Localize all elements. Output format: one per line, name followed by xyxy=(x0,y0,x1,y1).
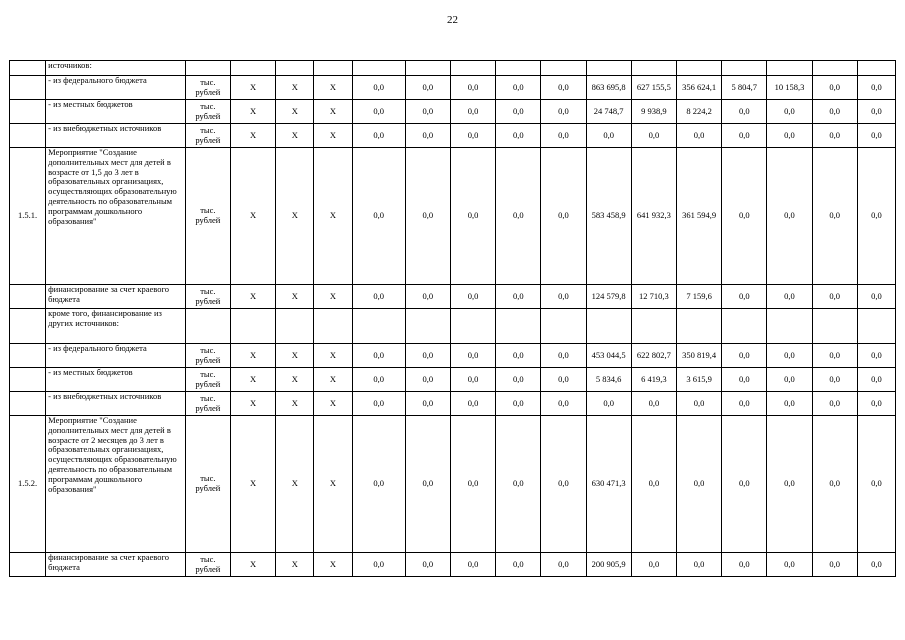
value-cell: 0,0 xyxy=(767,285,812,309)
value-cell: 0,0 xyxy=(541,76,586,100)
value-cell: X xyxy=(314,344,352,368)
value-cell: 863 695,8 xyxy=(586,76,631,100)
value-cell: X xyxy=(230,124,275,148)
value-cell: 0,0 xyxy=(352,100,405,124)
value-cell xyxy=(276,61,314,76)
table-row xyxy=(10,100,896,124)
value-cell: X xyxy=(314,553,352,577)
value-cell: 0,0 xyxy=(352,76,405,100)
description-cell: - из федерального бюджета xyxy=(46,344,186,368)
value-cell: 3 615,9 xyxy=(676,368,721,392)
value-cell xyxy=(767,61,812,76)
value-cell: 9 938,9 xyxy=(631,100,676,124)
row-number-cell: 1.5.2. xyxy=(10,416,46,553)
unit-cell: тыс. рублей xyxy=(185,553,230,577)
description-cell: - из внебюджетных источников xyxy=(46,124,186,148)
row-number-cell xyxy=(10,368,46,392)
value-cell: 350 819,4 xyxy=(676,344,721,368)
value-cell: 0,0 xyxy=(405,416,450,553)
budget-table xyxy=(9,60,896,577)
value-cell xyxy=(230,61,275,76)
value-cell: 0,0 xyxy=(450,553,495,577)
value-cell: 0,0 xyxy=(496,148,541,285)
value-cell: X xyxy=(276,148,314,285)
value-cell: 200 905,9 xyxy=(586,553,631,577)
value-cell: 0,0 xyxy=(767,553,812,577)
value-cell: X xyxy=(314,285,352,309)
value-cell xyxy=(676,309,721,344)
value-cell: 0,0 xyxy=(676,124,721,148)
value-cell: 0,0 xyxy=(450,76,495,100)
value-cell: 6 419,3 xyxy=(631,368,676,392)
description-cell: Мероприятие "Создание дополнительных мест для детей в возрасте от 2 месяцев до 3 лет в образовательных организациях, осуществляющих образовательную деятельность по образовательным программам дошкольного образования" xyxy=(46,416,186,553)
value-cell: 0,0 xyxy=(541,553,586,577)
value-cell: 641 932,3 xyxy=(631,148,676,285)
value-cell: X xyxy=(276,285,314,309)
unit-cell: тыс. рублей xyxy=(185,416,230,553)
value-cell: 0,0 xyxy=(352,124,405,148)
value-cell xyxy=(450,309,495,344)
value-cell: 0,0 xyxy=(722,392,767,416)
value-cell: 0,0 xyxy=(722,285,767,309)
value-cell xyxy=(586,309,631,344)
value-cell xyxy=(586,61,631,76)
value-cell: 0,0 xyxy=(767,148,812,285)
unit-cell: тыс. рублей xyxy=(185,368,230,392)
value-cell: 0,0 xyxy=(812,76,857,100)
value-cell: 0,0 xyxy=(496,416,541,553)
value-cell: X xyxy=(314,368,352,392)
row-number-cell xyxy=(10,344,46,368)
value-cell: 0,0 xyxy=(450,368,495,392)
value-cell: 0,0 xyxy=(496,285,541,309)
value-cell xyxy=(352,61,405,76)
description-cell: финансирование за счет краевого бюджета xyxy=(46,285,186,309)
value-cell: 0,0 xyxy=(405,368,450,392)
value-cell: 0,0 xyxy=(450,100,495,124)
table-row xyxy=(10,76,896,100)
value-cell: 0,0 xyxy=(722,148,767,285)
value-cell: 0,0 xyxy=(541,368,586,392)
value-cell: 0,0 xyxy=(405,392,450,416)
value-cell: 0,0 xyxy=(857,76,895,100)
description-cell: - из местных бюджетов xyxy=(46,368,186,392)
value-cell: 0,0 xyxy=(857,416,895,553)
value-cell: 0,0 xyxy=(541,124,586,148)
value-cell: 0,0 xyxy=(352,344,405,368)
value-cell xyxy=(722,309,767,344)
value-cell: X xyxy=(276,368,314,392)
value-cell: 0,0 xyxy=(857,285,895,309)
value-cell: 10 158,3 xyxy=(767,76,812,100)
unit-cell xyxy=(185,61,230,76)
value-cell xyxy=(405,309,450,344)
value-cell: 0,0 xyxy=(812,368,857,392)
row-number-cell xyxy=(10,392,46,416)
value-cell: 0,0 xyxy=(767,124,812,148)
table-row xyxy=(10,285,896,309)
value-cell: 627 155,5 xyxy=(631,76,676,100)
value-cell: 0,0 xyxy=(812,124,857,148)
value-cell xyxy=(352,309,405,344)
row-number-cell xyxy=(10,285,46,309)
value-cell: 0,0 xyxy=(450,148,495,285)
description-cell: финансирование за счет краевого бюджета xyxy=(46,553,186,577)
value-cell: 0,0 xyxy=(767,100,812,124)
value-cell: 5 804,7 xyxy=(722,76,767,100)
value-cell: 0,0 xyxy=(496,344,541,368)
value-cell: 0,0 xyxy=(405,344,450,368)
value-cell: 0,0 xyxy=(541,148,586,285)
value-cell: 0,0 xyxy=(857,344,895,368)
page-number: 22 xyxy=(447,14,458,26)
value-cell: 0,0 xyxy=(857,124,895,148)
value-cell xyxy=(857,61,895,76)
value-cell: 0,0 xyxy=(450,392,495,416)
value-cell: X xyxy=(314,76,352,100)
value-cell: X xyxy=(314,148,352,285)
table-row xyxy=(10,368,896,392)
value-cell: 0,0 xyxy=(541,416,586,553)
table-row xyxy=(10,553,896,577)
value-cell: X xyxy=(230,553,275,577)
row-number-cell xyxy=(10,61,46,76)
value-cell: 0,0 xyxy=(812,392,857,416)
value-cell: X xyxy=(276,124,314,148)
value-cell: X xyxy=(314,392,352,416)
table-row xyxy=(10,416,896,553)
value-cell: 0,0 xyxy=(857,392,895,416)
value-cell: 0,0 xyxy=(352,392,405,416)
value-cell: 0,0 xyxy=(767,344,812,368)
row-number-cell: 1.5.1. xyxy=(10,148,46,285)
value-cell: 0,0 xyxy=(812,285,857,309)
value-cell: 0,0 xyxy=(722,100,767,124)
value-cell xyxy=(541,309,586,344)
row-number-cell xyxy=(10,124,46,148)
value-cell: X xyxy=(276,76,314,100)
value-cell: 0,0 xyxy=(812,553,857,577)
value-cell xyxy=(631,61,676,76)
description-cell: источников: xyxy=(46,61,186,76)
row-number-cell xyxy=(10,76,46,100)
value-cell xyxy=(857,309,895,344)
value-cell: 622 802,7 xyxy=(631,344,676,368)
value-cell xyxy=(496,309,541,344)
value-cell: 0,0 xyxy=(586,124,631,148)
value-cell: 12 710,3 xyxy=(631,285,676,309)
value-cell: 24 748,7 xyxy=(586,100,631,124)
value-cell: X xyxy=(230,285,275,309)
value-cell: X xyxy=(230,100,275,124)
row-number-cell xyxy=(10,100,46,124)
value-cell: 0,0 xyxy=(405,76,450,100)
value-cell: 356 624,1 xyxy=(676,76,721,100)
value-cell: 0,0 xyxy=(352,553,405,577)
value-cell: 0,0 xyxy=(812,344,857,368)
value-cell: 0,0 xyxy=(857,553,895,577)
value-cell: 0,0 xyxy=(631,124,676,148)
value-cell: 124 579,8 xyxy=(586,285,631,309)
value-cell: 0,0 xyxy=(496,124,541,148)
table-row xyxy=(10,148,896,285)
unit-cell: тыс. рублей xyxy=(185,344,230,368)
value-cell: 0,0 xyxy=(857,368,895,392)
value-cell: 0,0 xyxy=(722,124,767,148)
row-number-cell xyxy=(10,309,46,344)
table-row xyxy=(10,392,896,416)
value-cell: 0,0 xyxy=(722,416,767,553)
value-cell: X xyxy=(314,124,352,148)
row-number-cell xyxy=(10,553,46,577)
value-cell xyxy=(496,61,541,76)
value-cell: 0,0 xyxy=(722,344,767,368)
description-cell: - из внебюджетных источников xyxy=(46,392,186,416)
value-cell xyxy=(450,61,495,76)
table-row xyxy=(10,344,896,368)
unit-cell xyxy=(185,309,230,344)
value-cell: 0,0 xyxy=(676,553,721,577)
value-cell: X xyxy=(276,392,314,416)
table-body xyxy=(10,61,896,577)
value-cell: 453 044,5 xyxy=(586,344,631,368)
value-cell xyxy=(314,61,352,76)
value-cell: 0,0 xyxy=(496,100,541,124)
value-cell xyxy=(676,61,721,76)
value-cell xyxy=(722,61,767,76)
value-cell: 0,0 xyxy=(450,344,495,368)
description-cell: кроме того, финансирование из других источников: xyxy=(46,309,186,344)
value-cell: 0,0 xyxy=(857,148,895,285)
value-cell: 0,0 xyxy=(352,416,405,553)
value-cell: 0,0 xyxy=(541,100,586,124)
value-cell: X xyxy=(230,344,275,368)
value-cell: X xyxy=(230,368,275,392)
value-cell xyxy=(405,61,450,76)
value-cell: 0,0 xyxy=(812,100,857,124)
value-cell: 0,0 xyxy=(857,100,895,124)
value-cell: 0,0 xyxy=(767,416,812,553)
value-cell: 0,0 xyxy=(496,392,541,416)
value-cell: X xyxy=(230,416,275,553)
value-cell: 0,0 xyxy=(405,124,450,148)
value-cell: 0,0 xyxy=(541,392,586,416)
value-cell: X xyxy=(230,76,275,100)
value-cell: 5 834,6 xyxy=(586,368,631,392)
value-cell: 8 224,2 xyxy=(676,100,721,124)
value-cell: 0,0 xyxy=(352,368,405,392)
value-cell: 0,0 xyxy=(631,416,676,553)
value-cell xyxy=(276,309,314,344)
unit-cell: тыс. рублей xyxy=(185,76,230,100)
value-cell xyxy=(767,309,812,344)
value-cell: 0,0 xyxy=(496,553,541,577)
value-cell: 0,0 xyxy=(450,124,495,148)
description-cell: - из федерального бюджета xyxy=(46,76,186,100)
table-row xyxy=(10,309,896,344)
value-cell: X xyxy=(276,100,314,124)
value-cell: X xyxy=(314,100,352,124)
value-cell xyxy=(541,61,586,76)
value-cell: 0,0 xyxy=(450,416,495,553)
unit-cell: тыс. рублей xyxy=(185,100,230,124)
value-cell xyxy=(314,309,352,344)
value-cell xyxy=(631,309,676,344)
description-cell: - из местных бюджетов xyxy=(46,100,186,124)
value-cell: 0,0 xyxy=(496,76,541,100)
value-cell: 0,0 xyxy=(767,392,812,416)
value-cell: X xyxy=(230,392,275,416)
value-cell: 0,0 xyxy=(767,368,812,392)
value-cell xyxy=(812,61,857,76)
value-cell: 583 458,9 xyxy=(586,148,631,285)
value-cell: 0,0 xyxy=(405,148,450,285)
table-row xyxy=(10,61,896,76)
value-cell: 630 471,3 xyxy=(586,416,631,553)
unit-cell: тыс. рублей xyxy=(185,285,230,309)
value-cell: X xyxy=(276,416,314,553)
value-cell: 0,0 xyxy=(676,416,721,553)
value-cell: 0,0 xyxy=(352,285,405,309)
value-cell: 0,0 xyxy=(405,553,450,577)
value-cell: 0,0 xyxy=(722,553,767,577)
value-cell: X xyxy=(230,148,275,285)
value-cell: 0,0 xyxy=(405,285,450,309)
value-cell: X xyxy=(276,344,314,368)
value-cell: 7 159,6 xyxy=(676,285,721,309)
unit-cell: тыс. рублей xyxy=(185,392,230,416)
value-cell: 0,0 xyxy=(812,148,857,285)
value-cell: X xyxy=(276,553,314,577)
description-cell: Мероприятие "Создание дополнительных мест для детей в возрасте от 1,5 до 3 лет в образовательных организациях, осуществляющих образовательную деятельность по образовательным программам дошкольного образования" xyxy=(46,148,186,285)
value-cell: X xyxy=(314,416,352,553)
value-cell xyxy=(812,309,857,344)
value-cell: 0,0 xyxy=(541,344,586,368)
value-cell: 0,0 xyxy=(586,392,631,416)
value-cell: 361 594,9 xyxy=(676,148,721,285)
unit-cell: тыс. рублей xyxy=(185,148,230,285)
value-cell: 0,0 xyxy=(631,392,676,416)
value-cell: 0,0 xyxy=(405,100,450,124)
value-cell: 0,0 xyxy=(676,392,721,416)
value-cell: 0,0 xyxy=(352,148,405,285)
value-cell xyxy=(230,309,275,344)
value-cell: 0,0 xyxy=(496,368,541,392)
value-cell: 0,0 xyxy=(631,553,676,577)
table-row xyxy=(10,124,896,148)
value-cell: 0,0 xyxy=(812,416,857,553)
unit-cell: тыс. рублей xyxy=(185,124,230,148)
value-cell: 0,0 xyxy=(541,285,586,309)
value-cell: 0,0 xyxy=(722,368,767,392)
value-cell: 0,0 xyxy=(450,285,495,309)
